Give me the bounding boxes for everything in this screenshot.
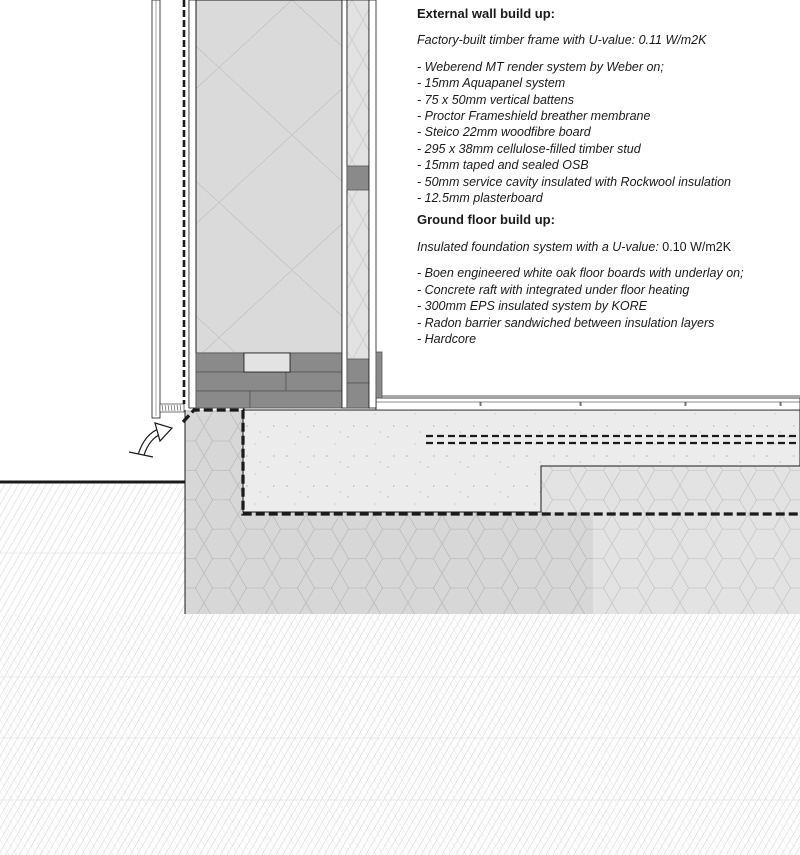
- osb-board: [342, 0, 347, 408]
- plasterboard: [369, 0, 376, 408]
- list-item: - Steico 22mm woodfibre board: [417, 125, 591, 140]
- service-cavity: [347, 0, 369, 408]
- external-wall-list: [417, 59, 797, 207]
- list-item: - 15mm taped and sealed OSB: [417, 158, 589, 173]
- list-item: - Concrete raft with integrated under floor heating: [417, 282, 690, 297]
- ground-floor-intro: Insulated foundation system with a U-value: 0.10 W/m2K: [417, 239, 732, 254]
- list-item: - 295 x 38mm cellulose-filled timber stud: [417, 141, 641, 156]
- external-wall-heading: External wall build up:: [417, 6, 555, 21]
- woodfibre-board: [189, 0, 196, 408]
- list-item: - 50mm service cavity insulated with Rockwool insulation: [417, 174, 732, 189]
- list-item: - Radon barrier sandwiched between insulation layers: [417, 315, 715, 330]
- render-system: [152, 0, 184, 418]
- curved-arrow-icon: [129, 423, 172, 461]
- list-item: - Hardcore: [417, 331, 477, 346]
- timber-stud-insulation: [196, 0, 342, 353]
- list-item: - Proctor Frameshield breather membrane: [417, 109, 651, 124]
- list-item: - Boen engineered white oak floor boards with underlay on;: [417, 266, 744, 281]
- list-item: - Weberend MT render system by Weber on;: [417, 59, 664, 74]
- list-item: - 300mm EPS insulated system by KORE: [417, 299, 647, 314]
- ground-floor-list: [417, 265, 797, 347]
- external-wall-intro: Factory-built timber frame with U-value: 0.11 W/m2K: [417, 33, 707, 48]
- list-item: - 15mm Aquapanel system: [417, 76, 566, 91]
- list-item: - 12.5mm plasterboard: [417, 191, 543, 206]
- floor-boards: [376, 398, 800, 410]
- list-item: - 75 x 50mm vertical battens: [417, 92, 575, 107]
- ground-floor-heading: Ground floor build up:: [417, 212, 555, 228]
- sole-plate-blocks: [196, 353, 342, 408]
- build-up-notes: [417, 6, 797, 347]
- skirting: [376, 352, 382, 398]
